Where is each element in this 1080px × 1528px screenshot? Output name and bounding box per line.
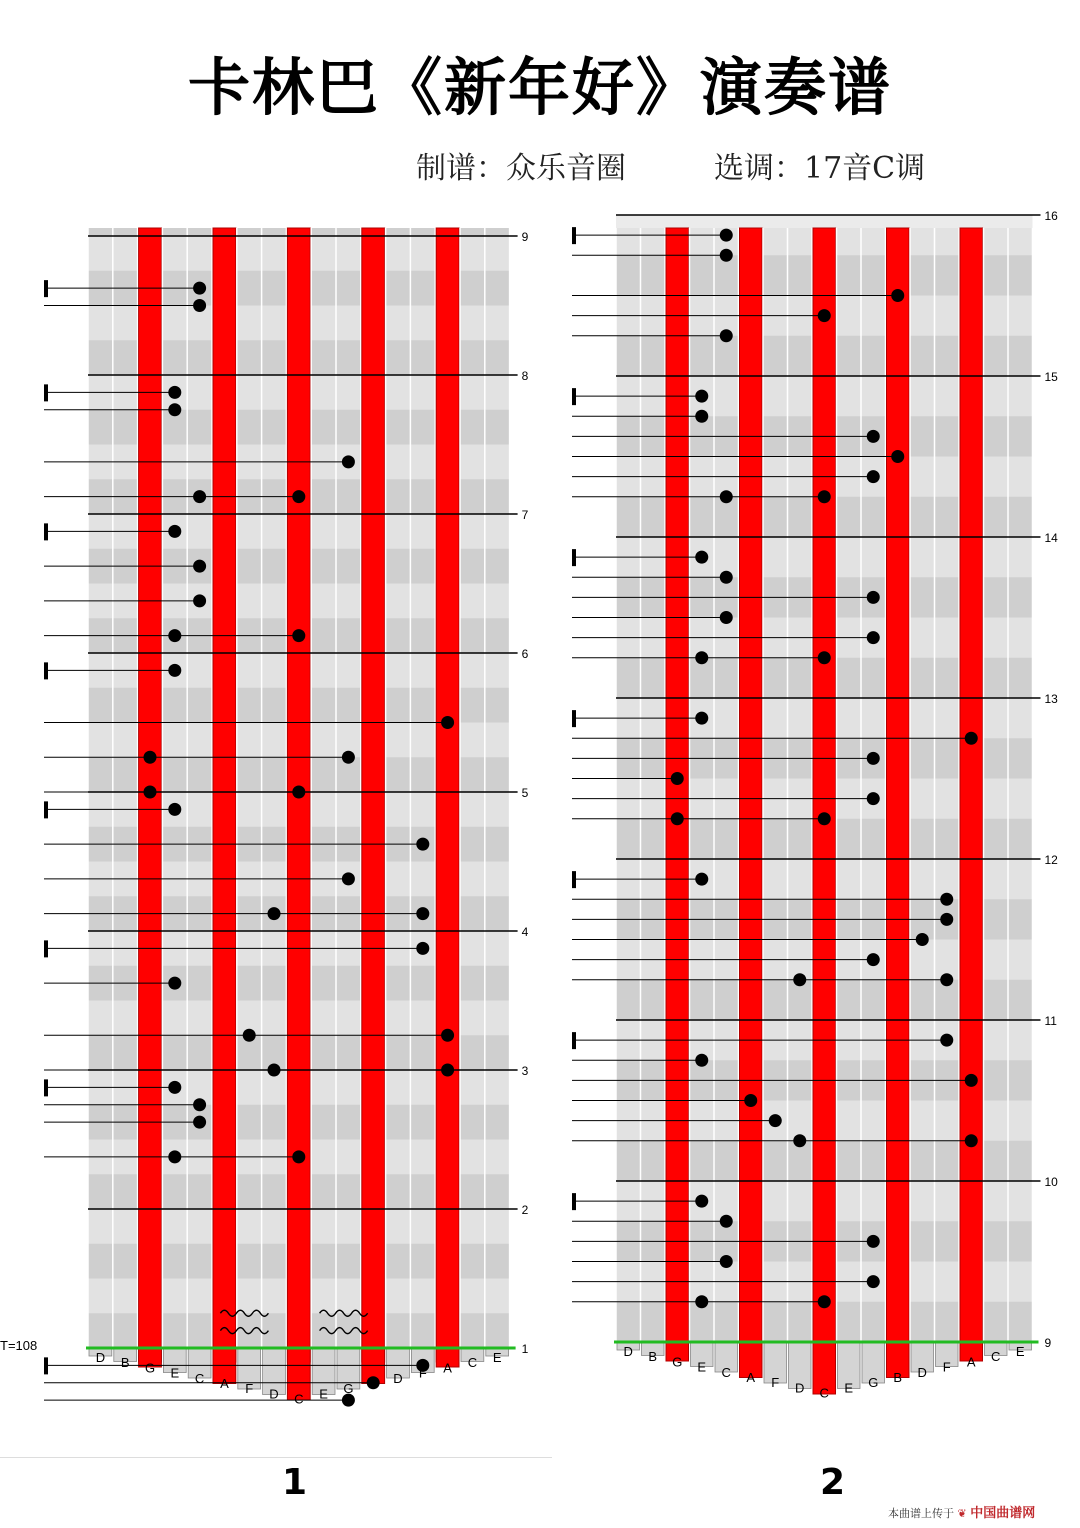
note-dot: [965, 732, 978, 745]
note-dot: [867, 430, 880, 443]
key-label: D: [917, 1364, 927, 1380]
measure-number: 13: [1044, 692, 1058, 706]
note-dot: [965, 1134, 978, 1147]
measure-number: 6: [521, 647, 529, 661]
note-dot: [342, 751, 355, 764]
key-label: F: [771, 1375, 780, 1391]
key-label: E: [319, 1386, 328, 1402]
note-dot: [268, 907, 281, 920]
note-dot: [891, 289, 904, 302]
note-dot: [168, 1150, 181, 1163]
note-dot: [867, 953, 880, 966]
measure-number: 2: [521, 1203, 529, 1217]
note-dot: [193, 490, 206, 503]
key-label: F: [245, 1381, 254, 1397]
note-dot: [695, 1195, 708, 1208]
note-dot: [818, 1295, 831, 1308]
measure-number: 12: [1044, 853, 1058, 867]
note-dot: [268, 1064, 281, 1077]
key-label: A: [746, 1370, 756, 1385]
key-label: G: [868, 1375, 879, 1391]
key-label: C: [819, 1385, 829, 1401]
note-dot: [695, 390, 708, 403]
note-dot: [168, 1081, 181, 1094]
page-divider: [0, 1457, 552, 1458]
key-label: C: [991, 1349, 1001, 1365]
note-dot: [441, 1064, 454, 1077]
measure-number: 1: [521, 1342, 529, 1356]
red-tine: [813, 228, 836, 1356]
note-dot: [720, 249, 733, 262]
note-dot: [193, 594, 206, 607]
note-dot: [916, 933, 929, 946]
note-dot: [292, 786, 305, 799]
key-label: D: [269, 1386, 279, 1402]
note-dot: [292, 629, 305, 642]
note-dot: [441, 1029, 454, 1042]
key-label: E: [697, 1359, 707, 1375]
note-dot: [818, 651, 831, 664]
note-dot: [342, 872, 355, 885]
footer-brand: 中国曲谱网: [970, 1506, 1036, 1521]
note-dot: [940, 913, 953, 926]
measure-number: 7: [521, 508, 529, 522]
key-label: F: [942, 1359, 951, 1375]
key-label: E: [492, 1350, 502, 1365]
note-dot: [695, 410, 708, 423]
note-dot: [695, 712, 708, 725]
key-label: A: [443, 1360, 452, 1376]
note-dot: [695, 1295, 708, 1308]
note-dot: [965, 1074, 978, 1087]
note-dot: [695, 1054, 708, 1067]
key-label: B: [893, 1370, 903, 1385]
note-dot: [867, 1275, 880, 1288]
note-dot: [720, 1255, 733, 1268]
note-dot: [243, 1029, 256, 1042]
note-dot: [168, 803, 181, 816]
red-tine: [436, 228, 459, 1362]
measure-number: 3: [521, 1064, 529, 1078]
measure-number: 15: [1044, 370, 1058, 384]
key-label: D: [393, 1370, 403, 1386]
note-dot: [168, 386, 181, 399]
key-label: G: [672, 1354, 683, 1370]
note-dot: [769, 1114, 782, 1127]
note-dot: [818, 309, 831, 322]
key-label: E: [170, 1365, 180, 1381]
note-dot: [940, 973, 953, 986]
note-dot: [416, 907, 429, 920]
kalimba-tab-chart-2: [540, 0, 1080, 1420]
note-dot: [193, 1098, 206, 1111]
page-title: 卡林巴《新年好》演奏谱: [187, 51, 892, 124]
footer-text: 本曲谱上传于: [888, 1507, 954, 1520]
note-dot: [720, 229, 733, 242]
key-label: B: [368, 1376, 378, 1391]
key-label: C: [294, 1391, 304, 1407]
tempo-marking: T=108: [0, 1338, 38, 1353]
key-selection: 选调：17音C调: [714, 151, 926, 186]
red-tine: [960, 228, 983, 1356]
arranger-credit: 制谱：众乐音圈: [416, 151, 626, 186]
note-dot: [867, 470, 880, 483]
note-dot: [720, 611, 733, 624]
note-dot: [292, 490, 305, 503]
note-dot: [818, 490, 831, 503]
page-number-2: 2: [820, 1462, 846, 1503]
measure-number: 4: [521, 925, 529, 939]
note-dot: [671, 812, 684, 825]
note-dot: [867, 591, 880, 604]
note-dot: [193, 282, 206, 295]
note-dot: [671, 772, 684, 785]
note-dot: [144, 751, 157, 764]
note-dot: [744, 1094, 757, 1107]
page-number-1: 1: [282, 1462, 308, 1503]
measure-number: 16: [1044, 209, 1058, 223]
footer-credit: [888, 1502, 1078, 1521]
note-dot: [441, 716, 454, 729]
note-dot: [168, 664, 181, 677]
note-dot: [168, 977, 181, 990]
note-dot: [193, 299, 206, 312]
key-label: C: [194, 1370, 205, 1386]
note-dot: [793, 973, 806, 986]
key-label: E: [1015, 1344, 1025, 1359]
note-dot: [695, 551, 708, 564]
note-dot: [867, 1235, 880, 1248]
note-dot: [695, 873, 708, 886]
red-tine: [213, 228, 236, 1362]
key-label: D: [95, 1350, 106, 1365]
note-dot: [891, 450, 904, 463]
note-dot: [168, 525, 181, 538]
note-dot: [168, 629, 181, 642]
measure-number: 9: [521, 230, 529, 244]
note-dot: [867, 631, 880, 644]
note-dot: [818, 812, 831, 825]
kalimba-tab-chart-1: [0, 0, 540, 1420]
key-label: B: [648, 1349, 658, 1365]
note-dot: [940, 893, 953, 906]
footer-logo-icon: ❦: [957, 1507, 967, 1520]
note-dot: [720, 329, 733, 342]
key-label: A: [966, 1354, 976, 1370]
note-dot: [416, 838, 429, 851]
measure-number: 14: [1044, 531, 1058, 545]
note-dot: [720, 571, 733, 584]
measure-number: 9: [1044, 1336, 1052, 1350]
note-dot: [793, 1134, 806, 1147]
key-label: G: [343, 1381, 354, 1397]
tines-layer: [616, 215, 1033, 1394]
measure-number: 5: [521, 786, 529, 800]
red-tine: [740, 228, 763, 1356]
key-label: B: [120, 1355, 130, 1371]
key-label: A: [220, 1376, 229, 1391]
note-dot: [193, 560, 206, 573]
tines-layer: [88, 228, 510, 1400]
key-label: G: [144, 1360, 156, 1376]
note-dot: [867, 792, 880, 805]
red-tine: [362, 228, 385, 1362]
measure-number: 8: [521, 369, 529, 383]
key-label: E: [844, 1380, 854, 1396]
measure-number: 11: [1044, 1014, 1057, 1028]
key-label: F: [418, 1365, 427, 1381]
note-dot: [144, 786, 157, 799]
note-dot: [940, 1034, 953, 1047]
measure-number: 10: [1044, 1175, 1058, 1189]
note-dot: [292, 1150, 305, 1163]
key-label: D: [795, 1380, 805, 1396]
note-dot: [193, 1116, 206, 1129]
key-label: C: [467, 1355, 478, 1371]
note-dot: [416, 942, 429, 955]
note-dot: [168, 403, 181, 416]
note-dot: [342, 455, 355, 468]
key-label: C: [721, 1364, 731, 1380]
note-dot: [867, 752, 880, 765]
red-tine: [887, 228, 910, 1356]
note-dot: [695, 651, 708, 664]
key-label: D: [623, 1344, 633, 1359]
note-dot: [720, 1215, 733, 1228]
red-tine: [666, 228, 689, 1356]
note-dot: [720, 490, 733, 503]
